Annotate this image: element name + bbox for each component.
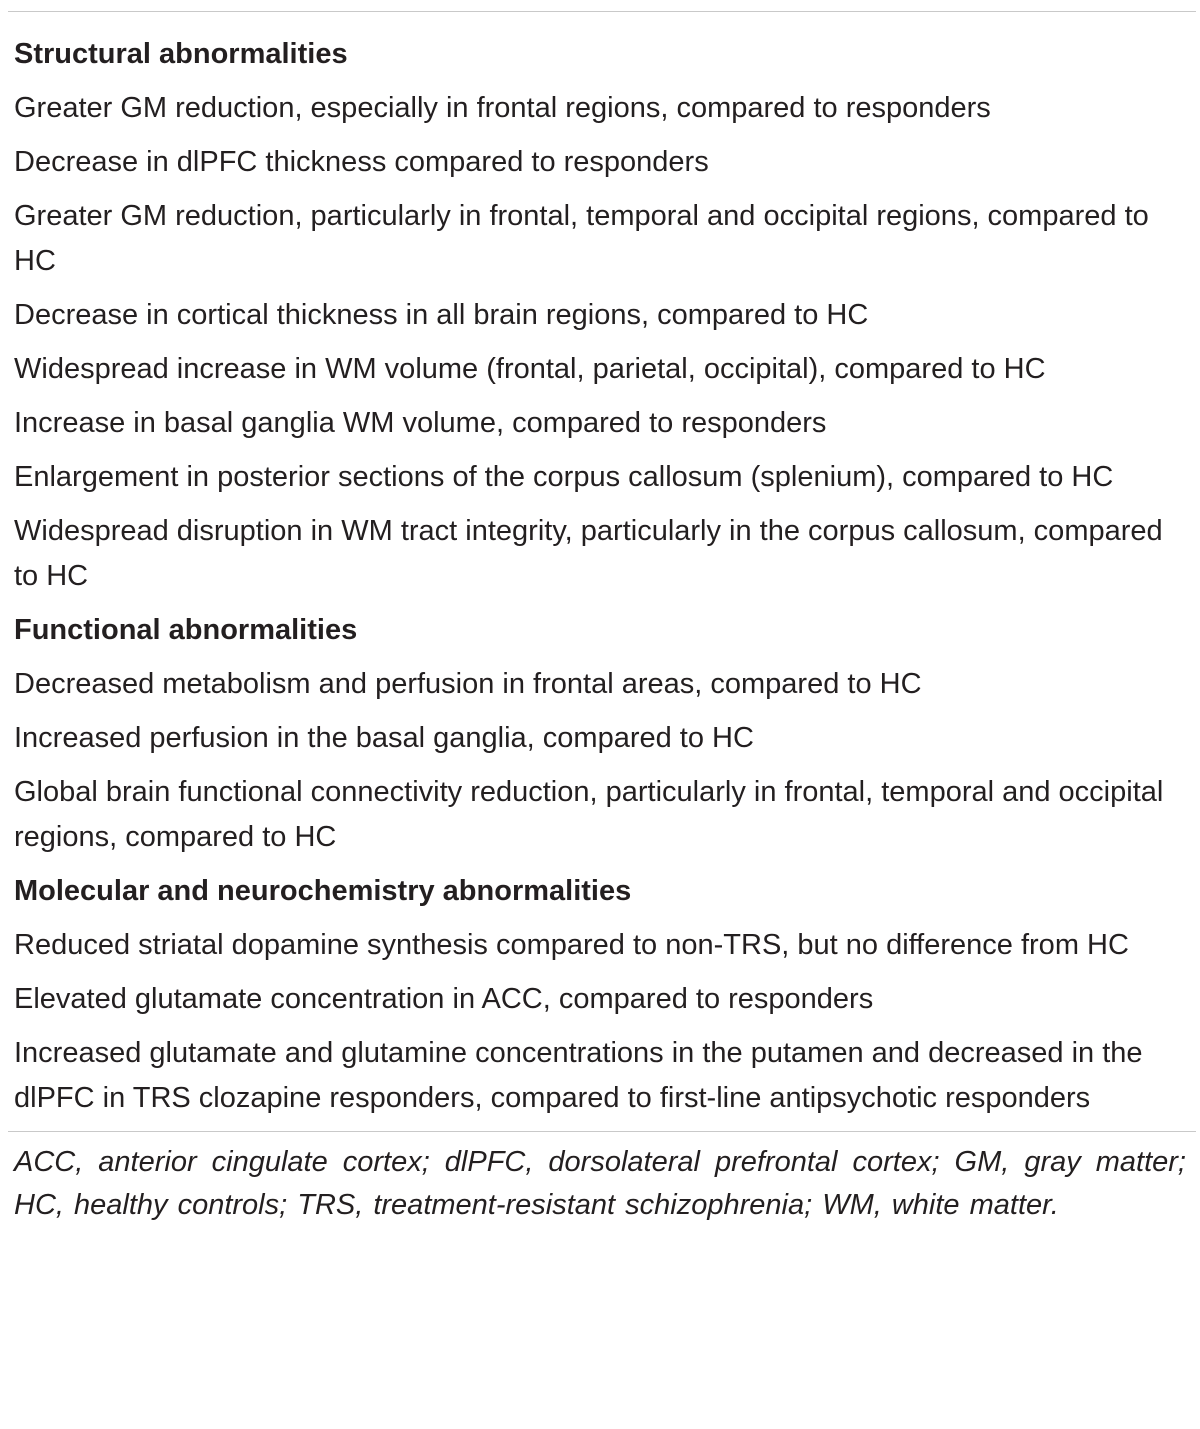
section-heading-molecular: Molecular and neurochemistry abnormalities (14, 875, 632, 907)
section-heading-structural: Structural abnormalities (14, 38, 348, 70)
table-footnote: ACC, anterior cingulate cortex; dlPFC, dorsolateral prefrontal cortex; GM, gray matter; HC, healthy controls; TRS, treatment-resistant schizophrenia; WM, white matter. (14, 1146, 1186, 1221)
table-row: Increased perfusion in the basal ganglia, compared to HC (14, 722, 754, 754)
table-row: Global brain functional connectivity reduction, particularly in frontal, temporal and occipital regions, compared to HC (14, 776, 1164, 853)
table-row: Greater GM reduction, particularly in frontal, temporal and occipital regions, compared to HC (14, 200, 1149, 277)
table-row: Increased glutamate and glutamine concentrations in the putamen and decreased in the dlPFC in TRS clozapine responders, compared to first-line antipsychotic responders (14, 1037, 1143, 1114)
table-row: Increase in basal ganglia WM volume, compared to responders (14, 407, 827, 439)
table-row: Decrease in dlPFC thickness compared to responders (14, 146, 709, 178)
table-row: Enlargement in posterior sections of the corpus callosum (splenium), compared to HC (14, 461, 1114, 493)
table-row: Decreased metabolism and perfusion in frontal areas, compared to HC (14, 668, 922, 700)
table-row: Reduced striatal dopamine synthesis compared to non-TRS, but no difference from HC (14, 929, 1129, 961)
table-body (8, 12, 1196, 1121)
table-row: Decrease in cortical thickness in all brain regions, compared to HC (14, 299, 869, 331)
table-row: Widespread disruption in WM tract integrity, particularly in the corpus callosum, compared to HC (14, 515, 1163, 592)
table-row: Elevated glutamate concentration in ACC, compared to responders (14, 983, 874, 1015)
table-row: Widespread increase in WM volume (frontal, parietal, occipital), compared to HC (14, 353, 1046, 385)
table-row: Greater GM reduction, especially in frontal regions, compared to responders (14, 92, 991, 124)
section-heading-functional: Functional abnormalities (14, 614, 358, 646)
findings-table (8, 11, 1196, 1227)
